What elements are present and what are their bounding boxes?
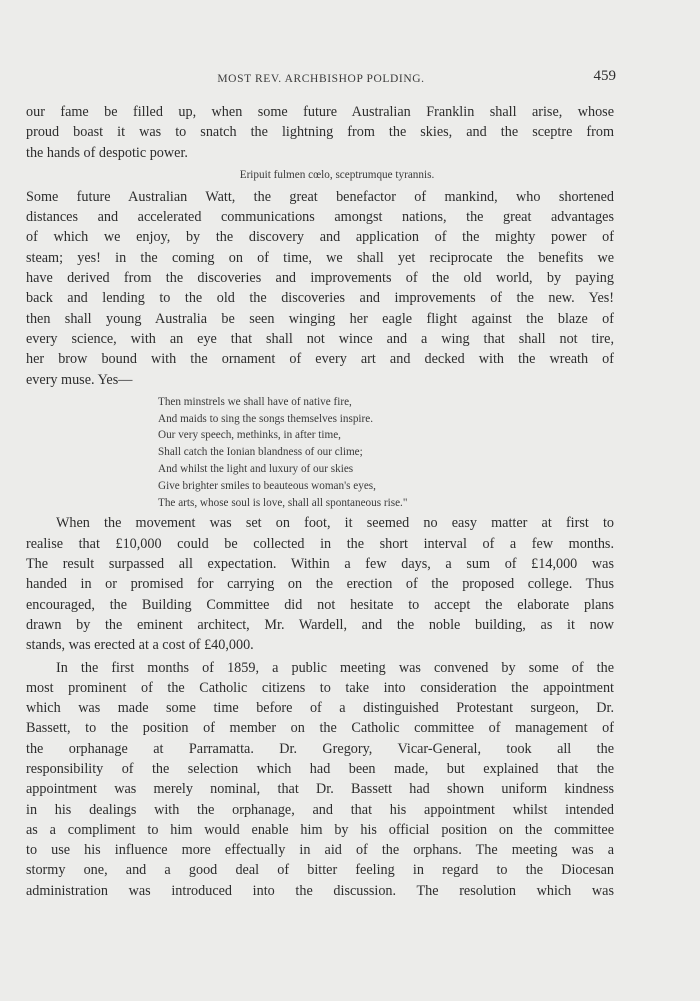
paragraph-fame xyxy=(26,102,614,163)
text-line: the orphanage at Parramatta. Dr. Gregory, Vicar-General, took all the xyxy=(26,740,614,757)
text-line: her brow bound with the ornament of every art and decked with the wreath of xyxy=(26,351,614,368)
text-line: our fame be filled up, when some future Australian Franklin shall arise, whose xyxy=(26,104,614,120)
text-line: have derived from the discoveries and improvements of the old world, by paying xyxy=(26,270,614,287)
poem-line: And whilst the light and luxury of our skies xyxy=(158,463,354,476)
paragraph-watt xyxy=(26,187,614,390)
text-line: most prominent of the Catholic citizens to take into consideration the appointment xyxy=(26,679,614,696)
text-line: the hands of despotic power. xyxy=(26,144,188,161)
text-line: drawn by the eminent architect, Mr. Wardell, and the noble building, as it now xyxy=(26,616,614,633)
text-line: administration was introduced into the discussion. The resolution which was xyxy=(26,882,614,899)
text-line: responsibility of the selection which had been made, but explained that the xyxy=(26,761,614,777)
text-line: then shall young Australia be seen winging her eagle flight against the blaze of xyxy=(26,310,614,327)
text-line: When the movement was set on foot, it seemed no easy matter at first to xyxy=(56,515,614,532)
page-header xyxy=(26,68,616,90)
text-line: every science, with an eye that shall not wince and a wing that shall not tire, xyxy=(26,330,614,347)
poem-line: Shall catch the Ionian blandness of our clime; xyxy=(158,446,363,459)
text-line: encouraged, the Building Committee did not hesitate to accept the elaborate plans xyxy=(26,596,614,613)
poem-line: Give brighter smiles to beauteous woman's eyes, xyxy=(158,479,376,492)
poem-quotation xyxy=(158,394,614,512)
text-line: handed in or promised for carrying on the erection of the proposed college. Thus xyxy=(26,576,614,593)
text-line: as a compliment to him would enable him by his official position on the committee xyxy=(26,821,614,838)
latin-quotation: Eripuit fulmen cœlo, sceptrumque tyrannis. xyxy=(239,168,435,181)
text-line: In the first months of 1859, a public meeting was convened by some of the xyxy=(56,659,614,676)
poem-line: The arts, whose soul is love, shall all spontaneous rise." xyxy=(158,496,408,509)
text-line: appointment was merely nominal, that Dr. Bassett had shown uniform kindness xyxy=(26,781,614,798)
text-line: of which we enjoy, by the discovery and application of the mighty power of xyxy=(26,229,614,246)
text-line: proud boast it was to snatch the lightning from the skies, and the sceptre from xyxy=(26,124,614,141)
text-line: back and lending to the old the discoveries and improvements of the new. Yes! xyxy=(26,290,614,307)
text-line: distances and accelerated communications amongst nations, the great advantages xyxy=(26,209,614,226)
page-body xyxy=(26,102,614,901)
text-line: realise that £10,000 could be collected in the short interval of a few months. xyxy=(26,535,614,552)
page-number: 459 xyxy=(593,68,616,84)
text-line: Bassett, to the position of member on the Catholic committee of management of xyxy=(26,720,614,737)
text-line: steam; yes! in the coming on of time, we shall yet reciprocate the benefits we xyxy=(26,249,614,266)
poem-line: Our very speech, methinks, in after time, xyxy=(158,429,341,442)
text-line: which was made some time before of a distinguished Protestant surgeon, Dr. xyxy=(26,700,614,717)
poem-line: And maids to sing the songs themselves inspire. xyxy=(158,412,374,425)
text-line: in his dealings with the orphanage, and that his appointment whilst intended xyxy=(26,801,614,818)
text-line: Some future Australian Watt, the great benefactor of mankind, who shortened xyxy=(26,188,614,205)
text-line: stormy one, and a good deal of bitter feeling in regard to the Diocesan xyxy=(26,862,614,879)
text-line: The result surpassed all expectation. Within a few days, a sum of £14,000 was xyxy=(26,556,614,573)
running-title: MOST REV. ARCHBISHOP POLDING. xyxy=(217,73,425,85)
text-line: to use his influence more effectually in aid of the orphans. The meeting was a xyxy=(26,842,614,859)
poem-line: Then minstrels we shall have of native fire, xyxy=(158,395,352,408)
paragraph-meeting xyxy=(26,658,614,902)
paragraph-movement xyxy=(26,513,614,655)
text-line: every muse. Yes— xyxy=(26,371,133,388)
text-line: stands, was erected at a cost of £40,000. xyxy=(26,637,254,654)
